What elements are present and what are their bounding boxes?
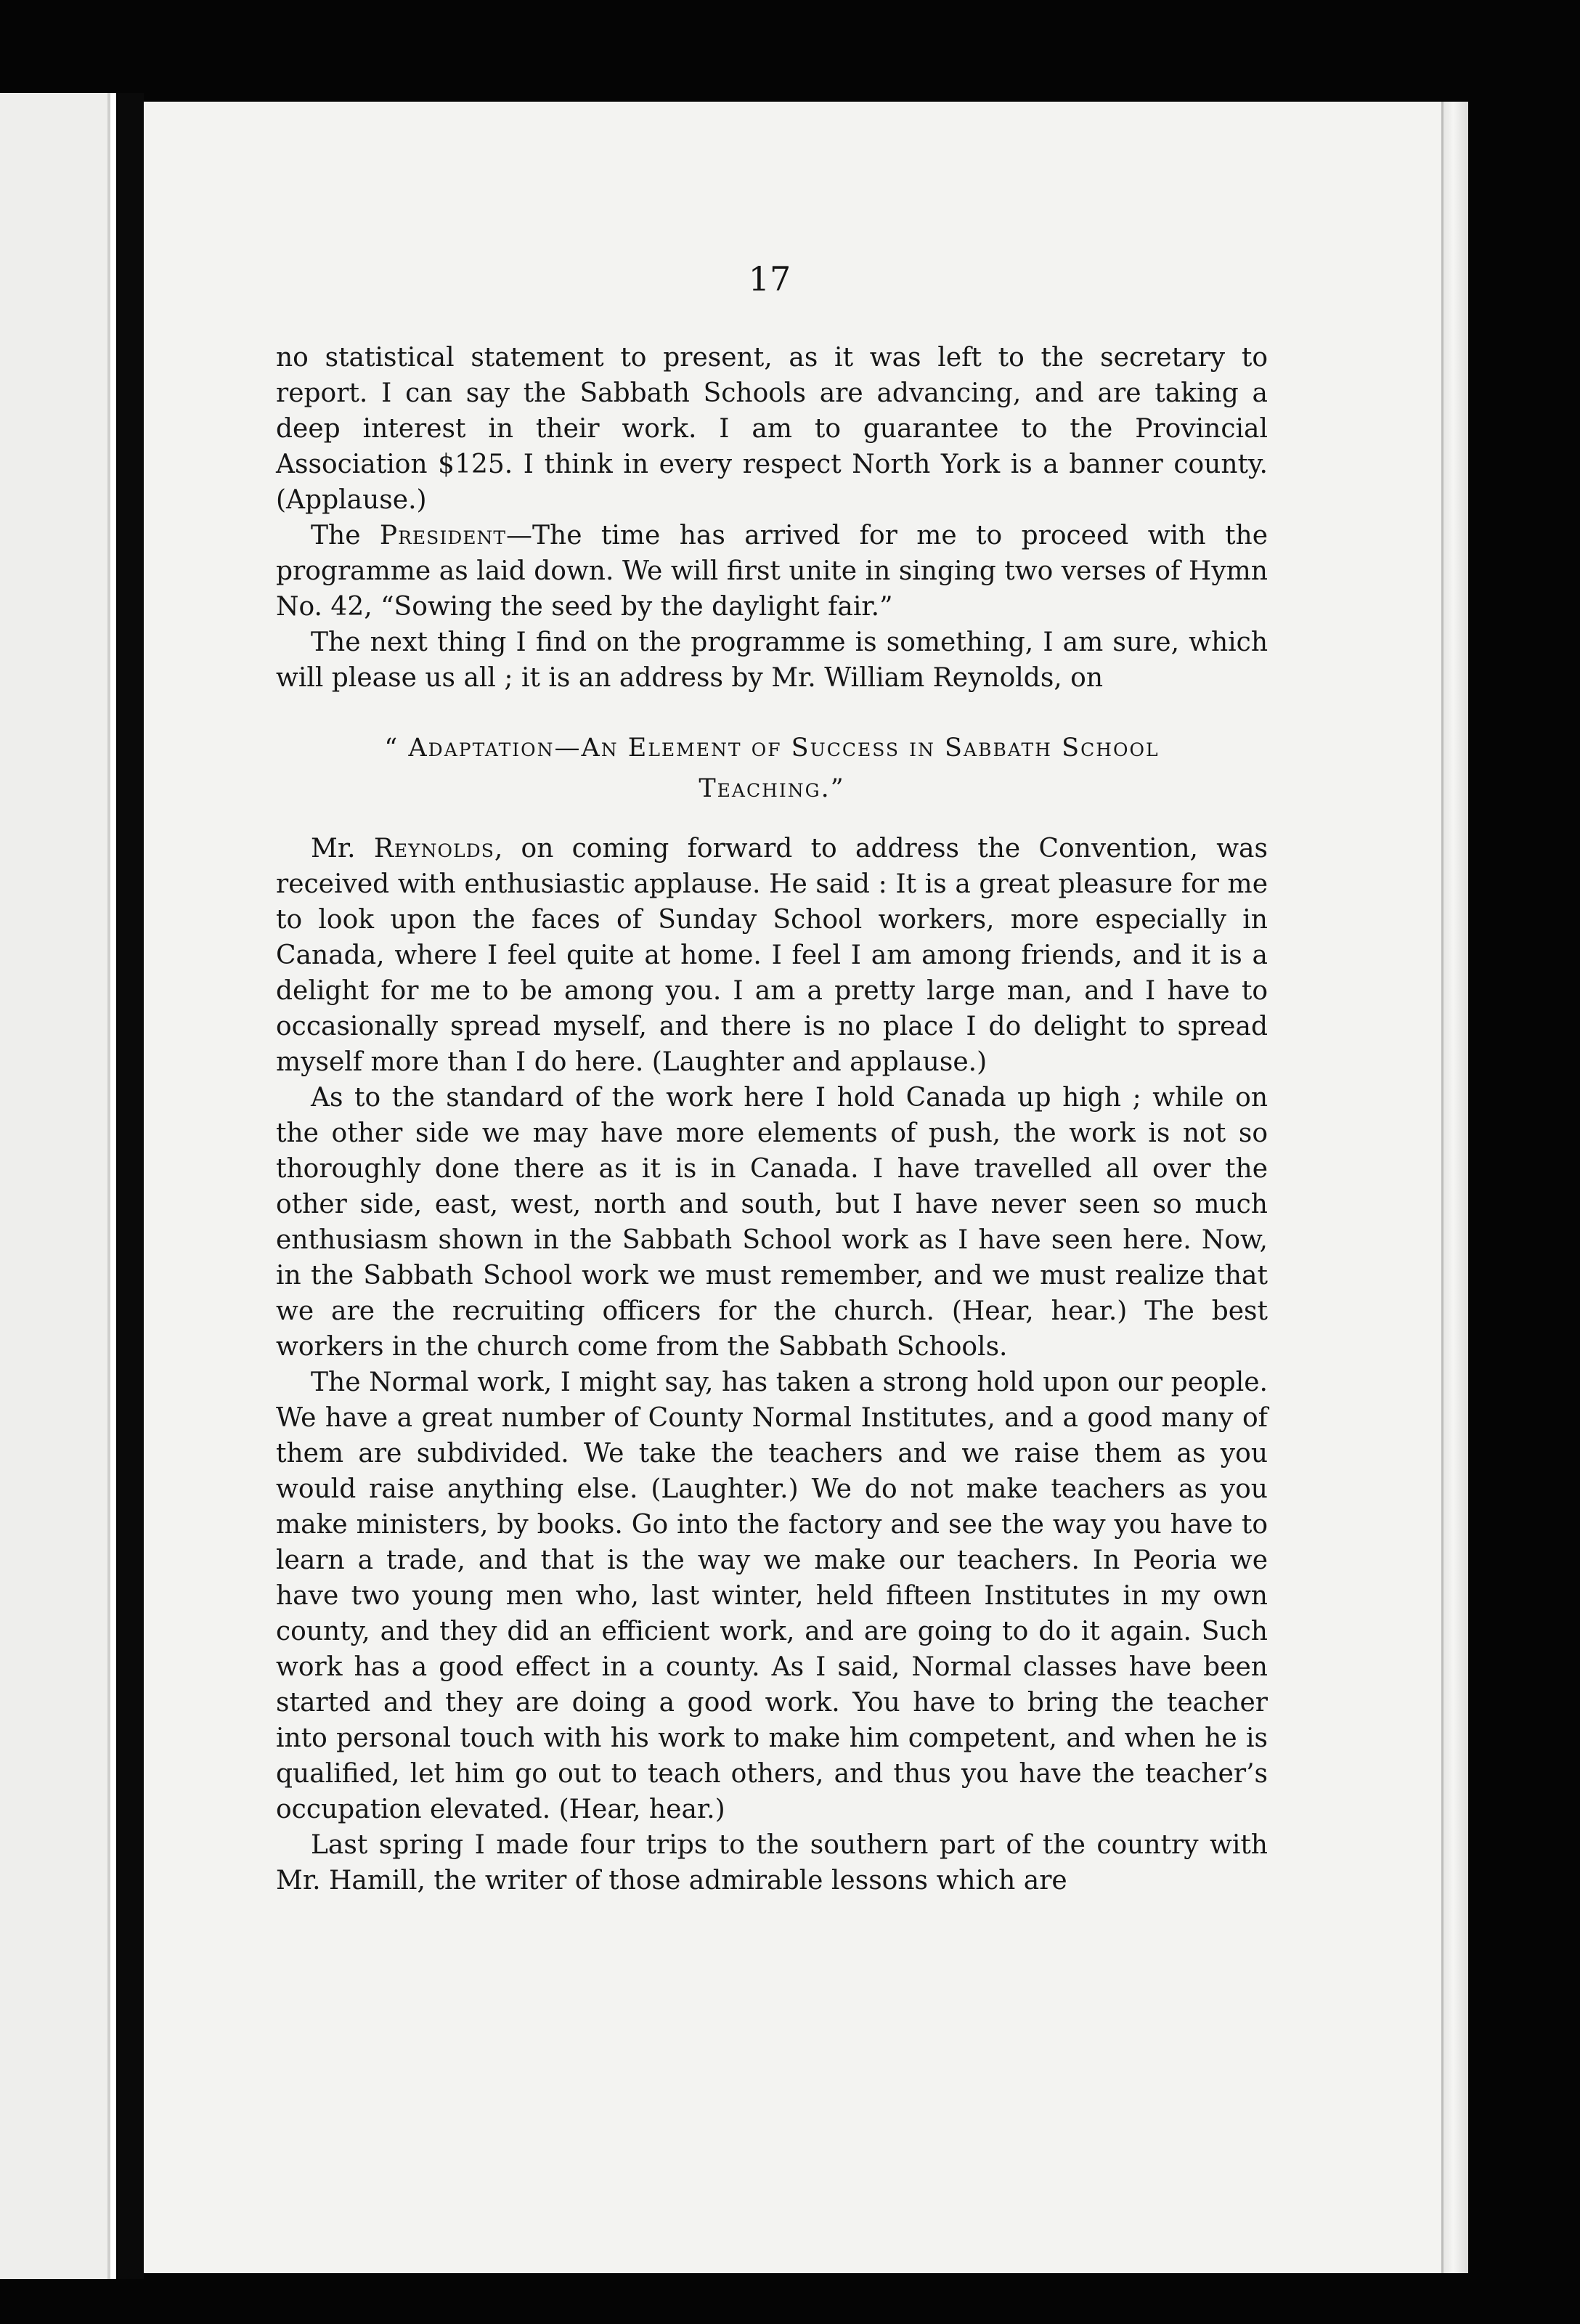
text-run: Last spring I made four trips to the southern part of the country with Mr. Hamill, the writer of those admirable lessons which are bbox=[276, 1830, 1268, 1896]
text-run: Mr. bbox=[311, 834, 374, 864]
text-run: The bbox=[311, 521, 380, 550]
paragraph bbox=[276, 340, 1268, 518]
text-run: , on coming forward to address the Convention, was received with enthusiastic applause. He said : It is a great pleasure for me to look upon the faces of Sunday School workers, more especially in Canada, where I feel quite at home. I feel I am among friends, and it is a delight for me to be among you. I am a pretty large man, and I have to occasionally spread myself, and there is no place I do delight to spread myself more than I do here. (Laughter and applause.) bbox=[276, 834, 1268, 1077]
text-run: The next thing I find on the programme is something, I am sure, which will please us all ; it is an address by Mr. William Reynolds, on bbox=[276, 627, 1268, 693]
text-run: —The time has arrived for me to proceed with the programme as laid down. We will first unite in singing two verses of Hymn No. 42, “Sowing the seed by the daylight fair.” bbox=[276, 521, 1269, 622]
text-run: The Normal work, I might say, has taken a strong hold upon our people. We have a great number of County Normal Institutes, and a good many of them are subdivided. We take the teachers and we raise them as you would raise anything else. (Laughter.) We do not make teachers as you make ministers, by books. Go into the factory and see the way you have to learn a trade, and that is the way we make our teachers. In Peoria we have two young men who, last winter, held fifteen Institutes in my own county, and they did an efficient work, and are going to do it again. Such work has a good effect in a county. As I said, Normal classes have been started and they are doing a good work. You have to bring the teacher into personal touch with his work to make him competent, and when he is qualified, let him go out to teach others, and thus you have the teacher’s occupation elevated. (Hear, hear.) bbox=[276, 1368, 1268, 1824]
paragraph bbox=[276, 1080, 1268, 1365]
speaker-name: Reynolds bbox=[373, 834, 494, 864]
adjacent-left-page-edge bbox=[0, 93, 116, 2279]
page-text-block bbox=[276, 340, 1268, 1898]
paragraph bbox=[276, 1827, 1268, 1898]
left-page-border bbox=[107, 93, 110, 2279]
paragraph bbox=[276, 625, 1268, 696]
speaker-name: President bbox=[379, 521, 507, 550]
page-stack-edge bbox=[1441, 102, 1468, 2273]
body-paragraphs bbox=[276, 831, 1268, 1898]
text-run: As to the standard of the work here I hold Canada up high ; while on the other side we may have more elements of push, the work is not so thoroughly done there as it is in Canada. I have travelled all over the other side, east, west, north and south, but I have never seen so much enthusiasm shown in the Sabbath School work as I have seen here. Now, in the Sabbath School work we must remember, and we must realize that we are the recruiting officers for the church. (Hear, hear.) The best workers in the church come from the Sabbath Schools. bbox=[276, 1083, 1268, 1362]
section-heading-line-1: “ Adaptation—An Element of Success in Sabbath School bbox=[384, 734, 1160, 763]
book-gutter bbox=[118, 93, 144, 2279]
paragraph bbox=[276, 518, 1268, 625]
intro-paragraphs bbox=[276, 340, 1268, 696]
section-heading-line-2: Teaching.” bbox=[699, 774, 845, 803]
section-heading bbox=[276, 728, 1268, 809]
page-number: 17 bbox=[748, 259, 791, 298]
paragraph bbox=[276, 831, 1268, 1080]
text-run: no statistical statement to present, as it was left to the secretary to report. I can say the Sabbath Schools are advancing, and are taking a deep interest in their work. I am to guarantee to the Provincial Association $125. I think in every respect North York is a banner county. (Applause.) bbox=[276, 343, 1268, 515]
paragraph bbox=[276, 1365, 1268, 1827]
